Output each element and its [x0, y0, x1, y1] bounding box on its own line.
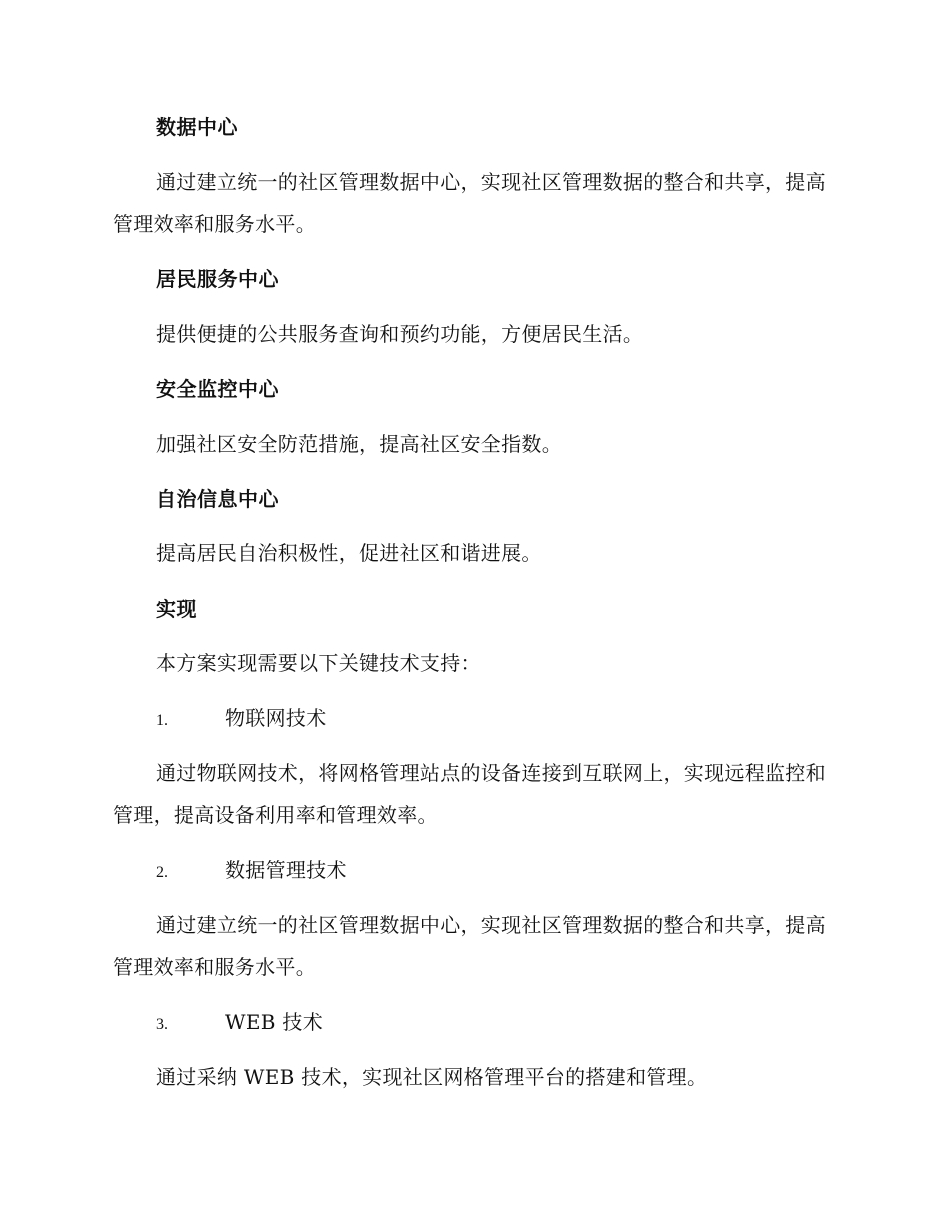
- section-paragraph-data-center: 通过建立统一的社区管理数据中心，实现社区管理数据的整合和共享，提高管理效率和服务水平。: [113, 170, 826, 236]
- list-label: WEB 技术: [225, 1010, 324, 1034]
- section-paragraph-autonomy: 提高居民自治积极性，促进社区和谐进展。: [156, 541, 542, 565]
- section-heading-resident-service: 居民服务中心: [156, 267, 279, 291]
- list-paragraph-iot: 通过物联网技术，将网格管理站点的设备连接到互联网上，实现远程监控和管理，提高设备利用率和管理效率。: [113, 761, 826, 827]
- section-paragraph-resident-service: 提供便捷的公共服务查询和预约功能，方便居民生活。: [156, 322, 644, 346]
- section-heading-implementation: 实现: [156, 597, 197, 621]
- section-paragraph-implementation: 本方案实现需要以下关键技术支持：: [156, 651, 481, 675]
- list-number: 2.: [156, 864, 168, 881]
- section-heading-security: 安全监控中心: [156, 377, 279, 401]
- list-number: 1.: [156, 712, 168, 729]
- list-item-data-management: [113, 857, 876, 886]
- list-number: 3.: [156, 1016, 168, 1033]
- section-heading-autonomy: 自治信息中心: [156, 487, 279, 511]
- list-item-web: [113, 1009, 876, 1038]
- list-label: 物联网技术: [225, 706, 327, 730]
- list-item-iot: [113, 705, 876, 734]
- list-paragraph-data-management: 通过建立统一的社区管理数据中心，实现社区管理数据的整合和共享，提高管理效率和服务水平。: [113, 913, 826, 979]
- list-label: 数据管理技术: [225, 858, 347, 882]
- section-paragraph-security: 加强社区安全防范措施，提高社区安全指数。: [156, 432, 562, 456]
- list-paragraph-web: 通过采纳 WEB 技术，实现社区网格管理平台的搭建和管理。: [156, 1065, 708, 1089]
- section-heading-data-center: 数据中心: [156, 115, 238, 139]
